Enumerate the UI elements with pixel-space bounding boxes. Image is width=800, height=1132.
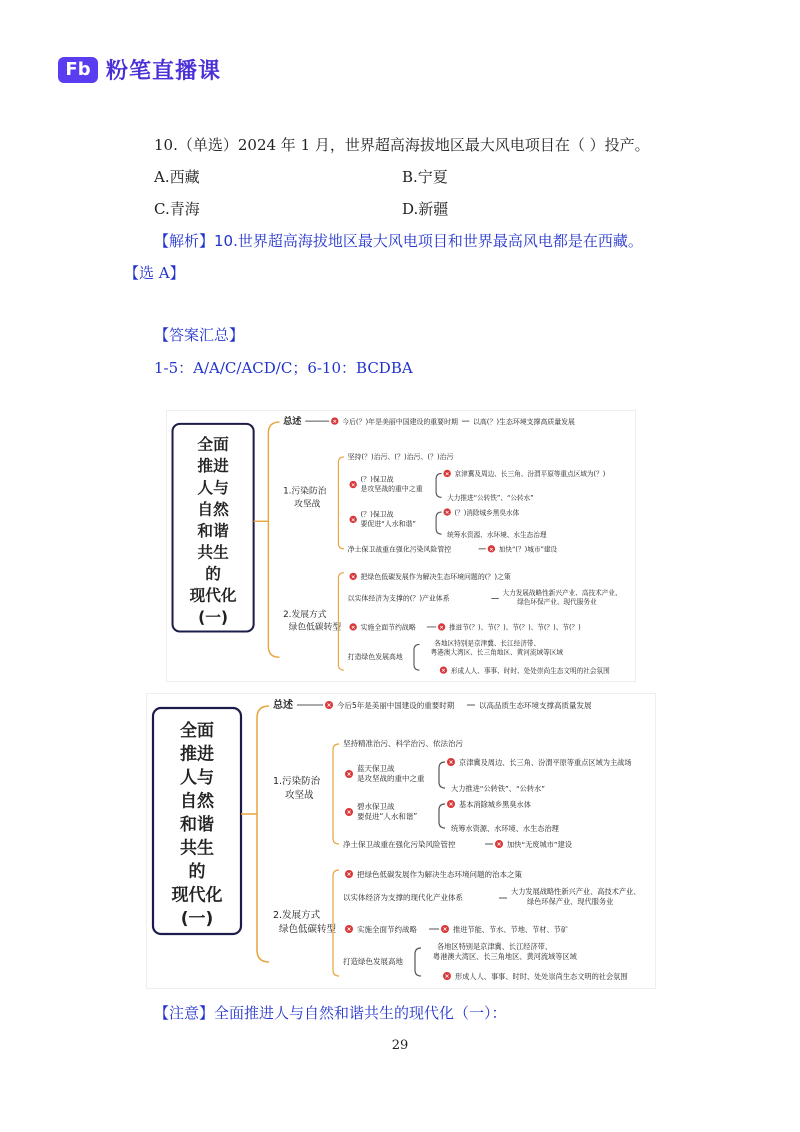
bullet-icon-glyph: × <box>350 517 356 524</box>
bullet-icon-glyph: × <box>350 574 356 581</box>
b2-saving-a: 推进节能、节水、节地、节材、节矿 <box>453 925 569 934</box>
branch-title-1: 攻坚战 <box>285 790 314 801</box>
b1-blue-sky-b: 大力推进“公转铁”、“公转水” <box>447 494 534 503</box>
mindmap-diagram <box>147 694 657 990</box>
bullet-icon-glyph: × <box>448 759 454 767</box>
b1-soil-a: 加快“(？)城市”建设 <box>498 545 558 554</box>
bullet-icon-glyph: × <box>441 668 446 675</box>
bullet-icon-glyph: × <box>442 926 448 934</box>
bullet-icon-glyph: × <box>350 482 356 489</box>
title-line: 的 <box>188 862 206 882</box>
b1-soil: 净土保卫战重在强化污染风险管控 <box>343 840 456 849</box>
overview-label: 总述 <box>283 415 302 427</box>
b1-blue-sky: (？)保卫战 <box>360 475 394 484</box>
b1-blue-sky: 蓝天保卫战 <box>357 764 395 773</box>
b1-blue-sky-a: 京津冀及周边、长三角、汾渭平原等重点区域为(？) <box>454 470 606 479</box>
b2-highland-a: 粤港澳大湾区、长三角地区、黄河流域等区域 <box>433 952 577 961</box>
b2-highland-a: 各地区特别是京津冀、长江经济带、 <box>437 942 553 951</box>
b1-water-b: 统筹水资源、水环境、水生态治理 <box>451 824 559 833</box>
title-line: 全面 <box>197 434 229 454</box>
sub-bracket <box>439 804 445 828</box>
b2-industry: 以实体经济为支撑的现代化产业体系 <box>343 893 463 902</box>
b2-highland-a: 粤港澳大湾区、长三角地区、黄河流域等区域 <box>430 648 563 657</box>
b2-basic: 把绿色低碳发展作为解决生态环境问题的治本之策 <box>357 870 522 879</box>
branch-bracket <box>333 870 339 976</box>
bullet-icon-glyph: × <box>489 546 494 553</box>
branch-title-2: 绿色低碳转型 <box>279 924 337 935</box>
mindmap-blank-version <box>166 410 636 682</box>
bullet-icon-glyph: × <box>332 419 338 426</box>
title-line: (一) <box>180 909 214 929</box>
mindmap-answer-version <box>146 693 656 989</box>
sub-bracket <box>439 762 445 788</box>
title-line: 推进 <box>180 744 214 765</box>
b1-blue-sky-b: 大力推进“公转铁”、“公转水” <box>451 784 545 793</box>
option-a: A.西藏 <box>154 168 200 186</box>
bullet-icon-glyph: × <box>444 471 450 478</box>
branch-bracket <box>333 744 339 844</box>
b2-highland: 打造绿色发展高地 <box>343 957 403 966</box>
b2-industry-a: 大力发展战略性新兴产业、高技术产业、 <box>511 887 641 896</box>
title-line: 全面 <box>180 721 214 741</box>
b1-blue-sky-a: 京津冀及周边、长三角、汾渭平原等重点区域为主战场 <box>459 758 632 767</box>
b2-industry-a: 绿色环保产业、现代服务业 <box>517 597 597 606</box>
bullet-icon-glyph: × <box>439 624 444 631</box>
b1-blue-sky: 是攻坚战的重中之重 <box>357 774 425 783</box>
branch-title-2: 绿色低碳转型 <box>288 622 342 633</box>
title-line: 的 <box>205 564 221 584</box>
bullet-icon-glyph: × <box>346 926 352 934</box>
branch-title-1: 攻坚战 <box>294 499 321 510</box>
title-line: 共生 <box>197 542 229 562</box>
b1-blue-sky: 是攻坚战的重中之重 <box>360 484 423 493</box>
title-line: 现代化 <box>171 885 223 906</box>
title-line: 人与 <box>180 768 214 788</box>
sub-bracket <box>436 473 442 497</box>
branch-title-2: 2.发展方式 <box>273 910 321 921</box>
overview-goal: 以高品质生态环境支撑高质量发展 <box>479 701 592 710</box>
bullet-icon-glyph: × <box>444 973 450 981</box>
b2-saving: 实施全面节约战略 <box>360 623 416 632</box>
sub-bracket <box>414 644 420 670</box>
bullet-icon-glyph: × <box>346 871 352 879</box>
main-bracket <box>257 706 269 962</box>
b2-highland-b: 形成人人、事事、时时、处处崇尚生态文明的社会氛围 <box>450 666 610 675</box>
b2-saving: 实施全面节约战略 <box>357 925 417 934</box>
b1-water-a: 基本消除城乡黑臭水体 <box>459 800 531 809</box>
b1-water: (？)保卫战 <box>360 510 394 519</box>
summary-heading: 【答案汇总】 <box>154 326 245 344</box>
b1-insist: 坚持精准治污、科学治污、依法治污 <box>343 739 463 748</box>
title-line: 和谐 <box>197 520 229 540</box>
option-b: B.宁夏 <box>402 168 448 186</box>
overview-label: 总述 <box>273 700 293 711</box>
b2-industry-a: 大力发展战略性新兴产业、高技术产业、 <box>502 588 622 597</box>
b2-highland-a: 各地区特别是京津冀、长江经济带、 <box>434 639 541 648</box>
b1-soil: 净土保卫战重在强化污染风险管控 <box>347 545 452 554</box>
branch-bracket <box>338 457 344 549</box>
note-text: 【注意】全面推进人与自然和谐共生的现代化（一）： <box>154 1004 507 1022</box>
b1-soil-a: 加快“无废城市”建设 <box>507 840 572 849</box>
option-d: D.新疆 <box>402 200 449 218</box>
sub-bracket <box>436 512 442 534</box>
b2-saving-a: 推进节(？)、节(？)、节(？)、节(？)、节(？) <box>449 623 581 632</box>
title-line: 现代化 <box>189 585 237 605</box>
title-line: 推进 <box>197 456 229 476</box>
option-c: C.青海 <box>154 200 200 218</box>
b2-basic: 把绿色低碳发展作为解决生态环境问题的(？)之策 <box>360 573 511 582</box>
bullet-icon-glyph: × <box>496 841 502 849</box>
bullet-icon-glyph: × <box>350 624 356 631</box>
title-line: 自然 <box>180 791 214 812</box>
bullet-icon-glyph: × <box>326 702 332 710</box>
b1-water: 要促进“人水和谐” <box>357 812 418 821</box>
b1-water-b: 统筹水资源、水环境、水生态治理 <box>447 530 547 539</box>
title-line: 人与 <box>197 477 229 497</box>
branch-title-1: 1.污染防治 <box>283 486 327 497</box>
b2-highland: 打造绿色发展高地 <box>347 653 403 662</box>
mindmap-diagram <box>167 411 637 683</box>
overview-node: 今后5年是美丽中国建设的重要时期 <box>337 701 455 710</box>
brand-name: 粉笔直播课 <box>106 59 222 84</box>
bullet-icon-glyph: × <box>346 771 352 779</box>
overview-goal: 以高(？)生态环境支撑高质量发展 <box>472 417 575 426</box>
bullet-icon-glyph: × <box>448 801 454 809</box>
branch-bracket <box>338 573 344 670</box>
brand-logo <box>58 54 221 85</box>
b1-water-a: (？)消除城乡黑臭水体 <box>454 508 520 517</box>
b1-insist: 坚持(？)治污、(？)治污、(？)治污 <box>347 452 454 461</box>
overview-node: 今后(？)年是美丽中国建设的重要时期 <box>342 417 458 426</box>
question-text: 10.（单选）2024 年 1 月，世界超高海拔地区最大风电项目在（ ）投产。 <box>154 136 650 154</box>
bullet-icon-glyph: × <box>346 809 352 817</box>
answer-choice: 【选 A】 <box>124 264 185 282</box>
title-line: 共生 <box>180 838 214 859</box>
b1-water: 碧水保卫战 <box>357 802 395 811</box>
bullet-icon-glyph: × <box>444 510 450 517</box>
analysis-text: 【解析】10.世界超高海拔地区最大风电项目和世界最高风电都是在西藏。 <box>154 232 643 250</box>
b2-industry: 以实体经济为支撑的(？)产业体系 <box>347 594 450 603</box>
main-bracket <box>268 422 279 657</box>
b2-highland-b: 形成人人、事事、时时、处处崇尚生态文明的社会氛围 <box>455 972 628 981</box>
title-line: (一) <box>198 607 229 627</box>
logo-mark: Fb <box>58 57 98 83</box>
b2-industry-a: 绿色环保产业、现代服务业 <box>527 897 614 906</box>
title-line: 和谐 <box>180 815 214 835</box>
summary-answers: 1-5：A/A/C/ACD/C；6-10：BCDBA <box>154 359 413 377</box>
title-line: 自然 <box>197 499 229 519</box>
branch-title-2: 2.发展方式 <box>283 609 327 620</box>
branch-title-1: 1.污染防治 <box>273 776 321 787</box>
b1-water: 要促进“人水和谐” <box>360 519 416 528</box>
page-number: 29 <box>391 1038 409 1053</box>
sub-bracket <box>415 948 421 976</box>
